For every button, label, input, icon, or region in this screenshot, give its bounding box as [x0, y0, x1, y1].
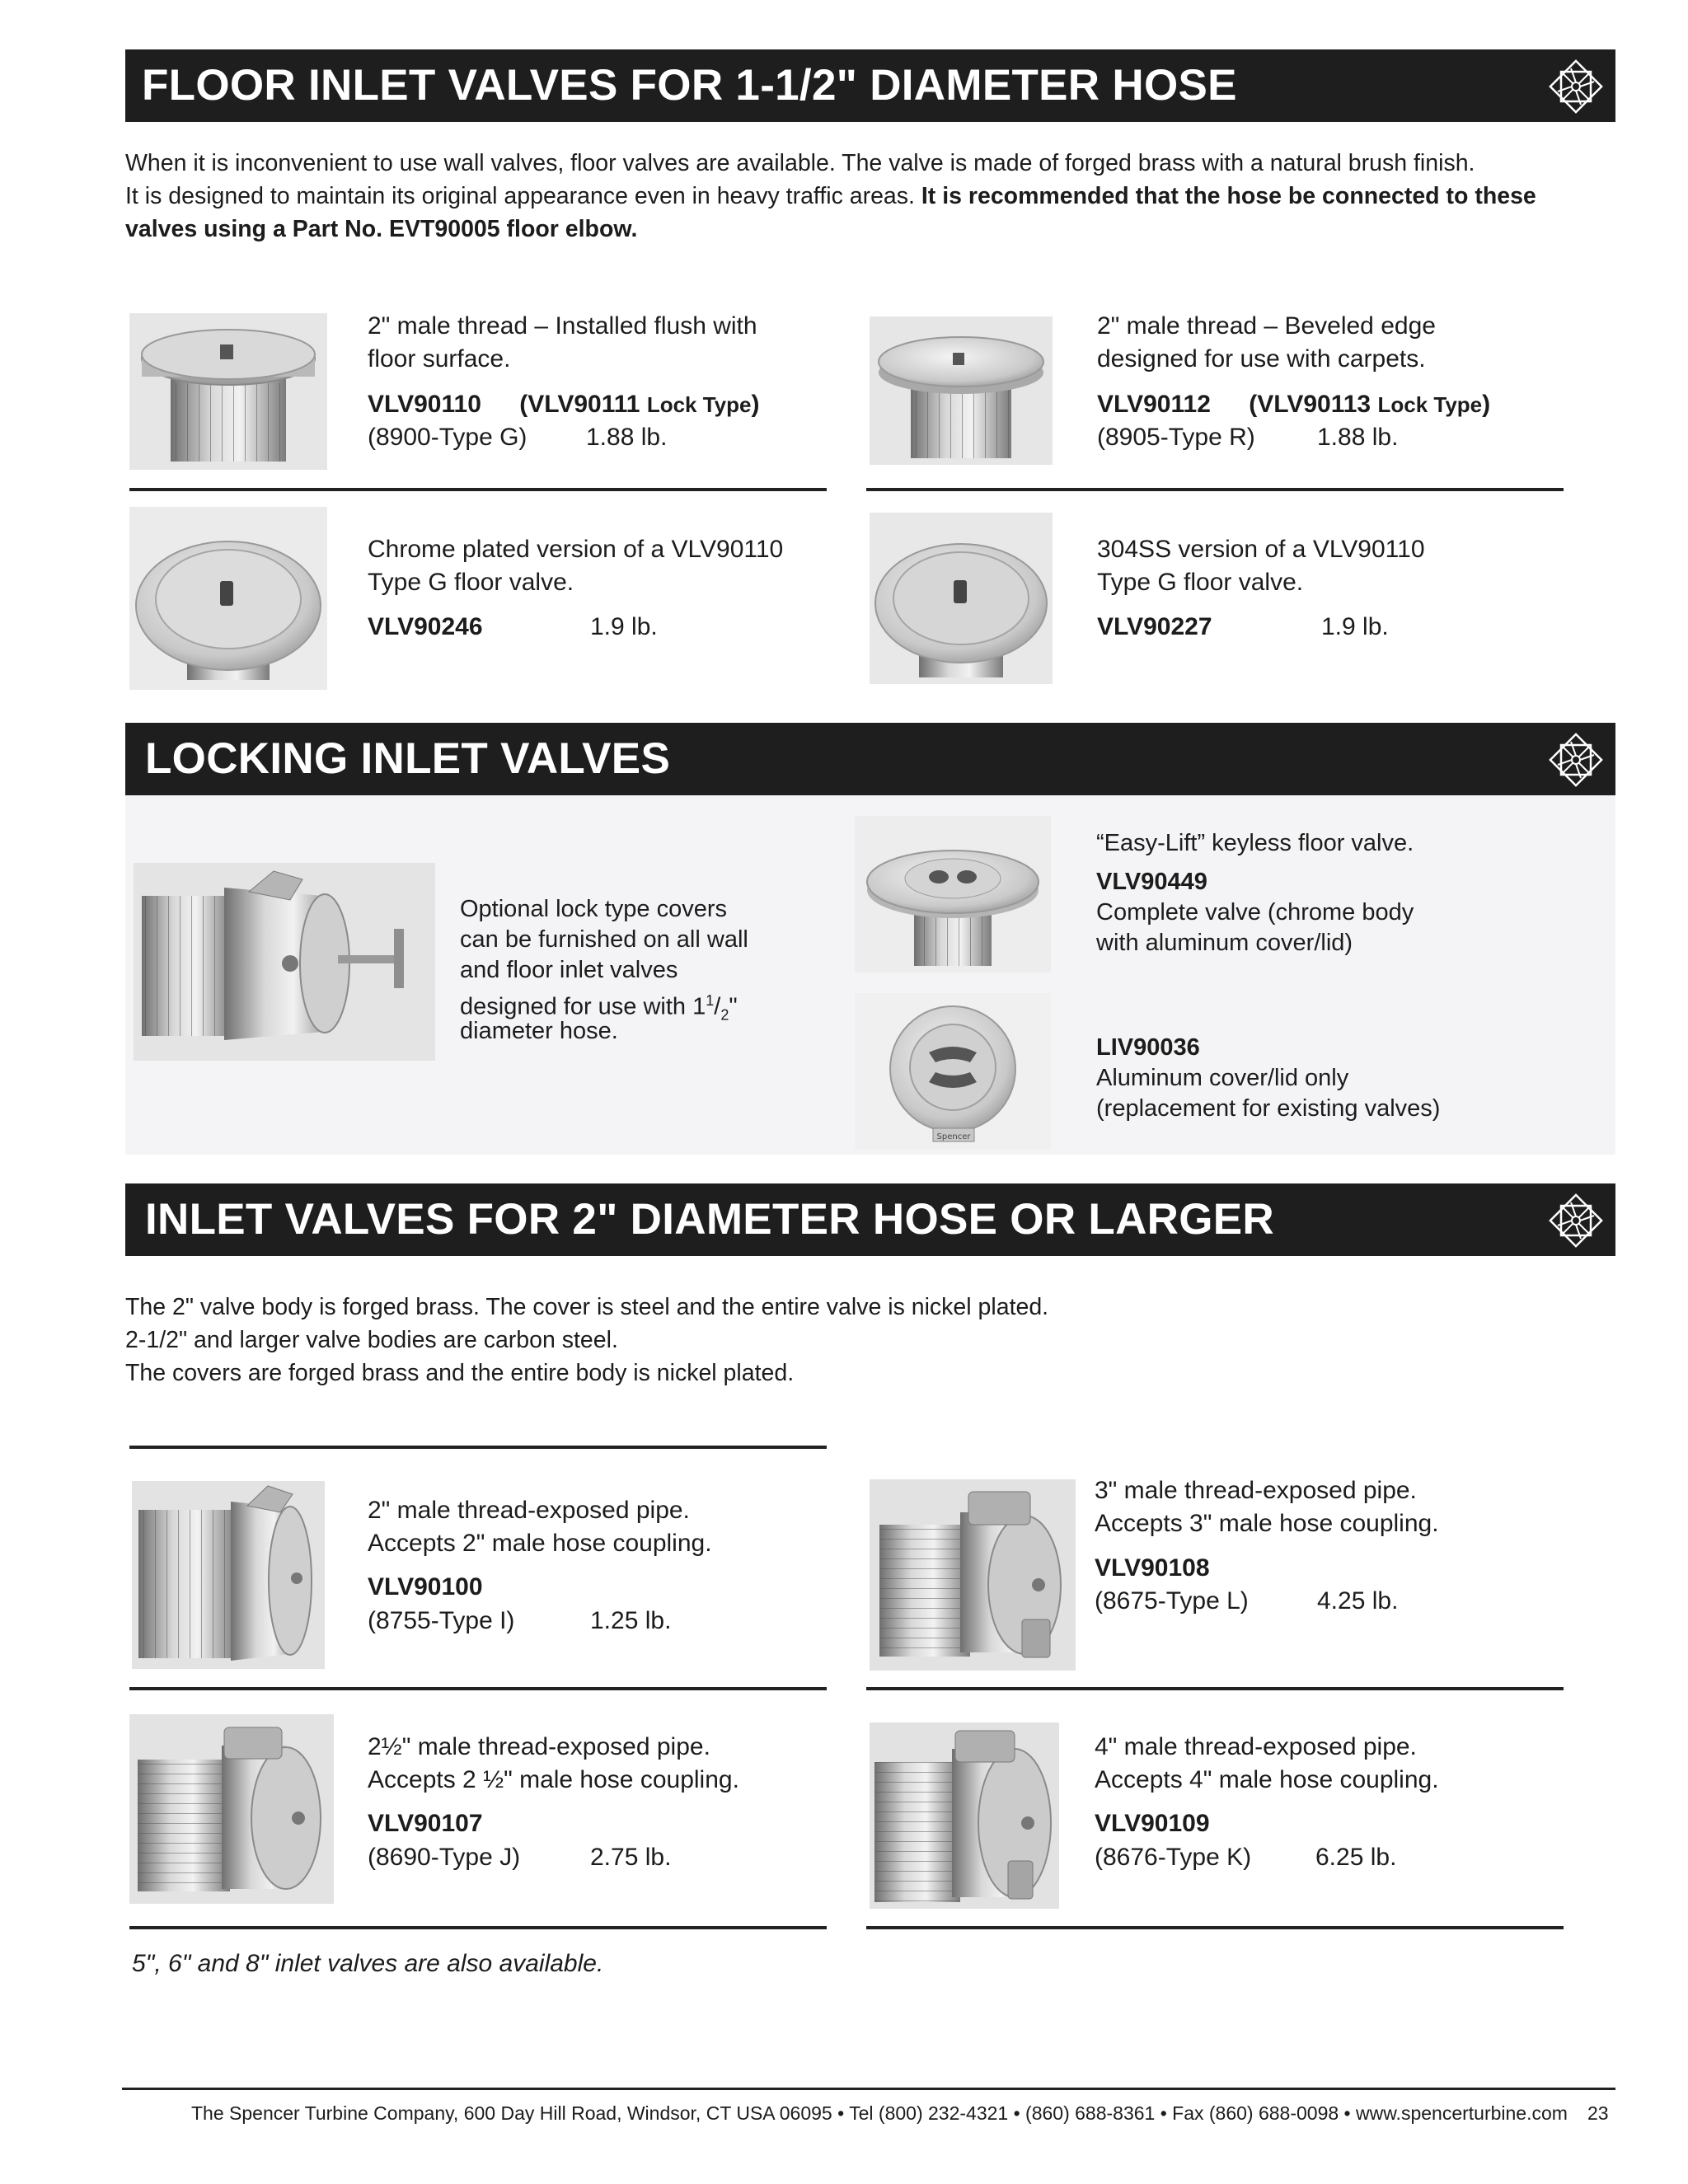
footer-contact: The Spencer Turbine Company, 600 Day Hill Road, Windsor, CT USA 06095 • Tel (800) 232-4321 • (860) 688-8361 • Fax (860) 688-0098 • www.spencerturbine.com — [191, 2102, 1568, 2124]
divider — [129, 1926, 827, 1929]
lock-description: diameter hose. — [460, 1018, 618, 1044]
cover-description: Aluminum cover/lid only — [1096, 1065, 1349, 1091]
fraction-numerator: 1 — [706, 992, 715, 1009]
part-number: VLV90108 — [1095, 1554, 1210, 1582]
product-type: (8675-Type L) — [1095, 1587, 1249, 1615]
product-weight: 2.75 lb. — [590, 1844, 672, 1871]
lock-paren: ) — [751, 391, 760, 418]
spencer-label: Spencer — [936, 1132, 971, 1141]
product-description: designed for use with carpets. — [1097, 345, 1426, 373]
lock-part-number: (VLV90113 — [1249, 391, 1372, 418]
product-photo-vlv90246 — [129, 507, 327, 690]
product-photo-vlv90112 — [870, 316, 1053, 465]
section-banner-locking — [125, 723, 1615, 795]
divider — [129, 1687, 827, 1690]
cover-description: (replacement for existing valves) — [1096, 1095, 1441, 1122]
intro-line: The 2" valve body is forged brass. The cover is steel and the entire valve is nickel plated. — [125, 1294, 1049, 1320]
part-number: VLV90100 — [368, 1573, 483, 1601]
lock-type-label: Lock Type — [646, 392, 752, 417]
part-number: VLV90109 — [1095, 1810, 1210, 1837]
product-description: Accepts 3" male hose coupling. — [1095, 1510, 1439, 1537]
intro-bold-line: valves using a Part No. EVT90005 floor elbow. — [125, 216, 638, 242]
footer-rule — [122, 2088, 1615, 2090]
product-description: 4" male thread-exposed pipe. — [1095, 1733, 1417, 1760]
part-number: VLV90112 — [1097, 391, 1211, 418]
intro-bold-text: It is recommended that the hose be connected to these — [921, 183, 1536, 209]
product-photo-vlv90109 — [870, 1722, 1059, 1909]
product-weight: 4.25 lb. — [1317, 1587, 1399, 1615]
section-title: FLOOR INLET VALVES FOR 1-1/2" DIAMETER HOSE — [142, 61, 1237, 110]
lock-description: Optional lock type covers — [460, 896, 727, 922]
product-photo-vlv90227 — [870, 513, 1053, 684]
lock-type-label: Lock Type — [1377, 392, 1483, 417]
product-description: Accepts 4" male hose coupling. — [1095, 1766, 1439, 1793]
page-number: 23 — [1587, 2102, 1609, 2124]
intro-line: When it is inconvenient to use wall valves, floor valves are available. The valve is made of forged brass with a natural brush finish. — [125, 150, 1475, 176]
section-banner-floor-inlet — [125, 49, 1615, 122]
product-type: (8690-Type J) — [368, 1844, 521, 1871]
part-number-line — [1097, 388, 1490, 421]
product-type: (8905-Type R) — [1097, 424, 1255, 451]
part-number: LIV90036 — [1096, 1034, 1200, 1061]
section-banner-large-hose — [125, 1183, 1615, 1256]
product-weight: 1.9 lb. — [1321, 613, 1389, 640]
lock-paren: ) — [1482, 391, 1491, 418]
part-number: VLV90246 — [368, 613, 483, 640]
product-weight: 1.9 lb. — [590, 613, 658, 640]
product-photo-vlv90108 — [870, 1479, 1076, 1671]
spencer-turbine-logo-icon — [1546, 1191, 1606, 1250]
divider — [866, 1687, 1564, 1690]
easy-lift-description: with aluminum cover/lid) — [1096, 930, 1353, 956]
part-number-line — [368, 388, 759, 421]
product-description: 2½" male thread-exposed pipe. — [368, 1733, 710, 1760]
product-weight: 1.88 lb. — [1317, 424, 1399, 451]
availability-note: 5", 6" and 8" inlet valves are also available. — [132, 1950, 604, 1977]
product-weight: 1.25 lb. — [590, 1607, 672, 1634]
product-type: (8755-Type I) — [368, 1607, 515, 1634]
product-photo-vlv90110 — [129, 313, 327, 470]
intro-line: 2-1/2" and larger valve bodies are carbon steel. — [125, 1327, 618, 1353]
product-description: 304SS version of a VLV90110 — [1097, 536, 1425, 563]
product-description: floor surface. — [368, 345, 511, 373]
product-description: 2" male thread – Beveled edge — [1097, 312, 1436, 340]
part-number: VLV90107 — [368, 1810, 483, 1837]
easy-lift-description: Complete valve (chrome body — [1096, 899, 1414, 926]
inch-mark: " — [729, 993, 738, 1020]
product-description: 3" male thread-exposed pipe. — [1095, 1477, 1417, 1504]
divider — [129, 488, 827, 491]
product-weight: 6.25 lb. — [1315, 1844, 1397, 1871]
fraction-denominator: 2 — [720, 1006, 729, 1024]
easy-lift-valve-photo — [855, 816, 1051, 972]
product-description: Type G floor valve. — [368, 569, 574, 596]
lock-part-number: (VLV90111 — [519, 391, 640, 418]
part-number: VLV90227 — [1097, 613, 1212, 640]
product-description: Chrome plated version of a VLV90110 — [368, 536, 784, 563]
lock-cover-photo — [134, 863, 435, 1061]
product-weight: 1.88 lb. — [586, 424, 668, 451]
divider — [866, 1926, 1564, 1929]
divider — [866, 488, 1564, 491]
divider — [129, 1446, 827, 1449]
product-type: (8900-Type G) — [368, 424, 528, 451]
fraction-slash: / — [714, 993, 721, 1020]
product-description: 2" male thread-exposed pipe. — [368, 1497, 690, 1524]
section-title: INLET VALVES FOR 2" DIAMETER HOSE OR LARGER — [145, 1195, 1274, 1244]
intro-line: The covers are forged brass and the entire body is nickel plated. — [125, 1360, 795, 1386]
product-description: Type G floor valve. — [1097, 569, 1304, 596]
easy-lift-title: “Easy-Lift” keyless floor valve. — [1096, 830, 1414, 856]
lock-description: can be furnished on all wall — [460, 926, 748, 953]
part-number: VLV90449 — [1096, 869, 1207, 895]
product-description: Accepts 2 ½" male hose coupling. — [368, 1766, 739, 1793]
product-description: Accepts 2" male hose coupling. — [368, 1530, 712, 1557]
intro-text: It is designed to maintain its original appearance even in heavy traffic areas. — [125, 183, 915, 209]
aluminum-cover-photo — [855, 993, 1051, 1150]
product-photo-vlv90100 — [132, 1481, 325, 1669]
section-title: LOCKING INLET VALVES — [145, 734, 671, 783]
part-number: VLV90110 — [368, 391, 481, 418]
product-type: (8676-Type K) — [1095, 1844, 1252, 1871]
spencer-turbine-logo-icon — [1546, 730, 1606, 790]
lock-description: and floor inlet valves — [460, 957, 678, 983]
product-description: 2" male thread – Installed flush with — [368, 312, 757, 340]
lock-description-text: designed for use with 1 — [460, 993, 706, 1020]
intro-line — [125, 180, 1536, 213]
spencer-turbine-logo-icon — [1546, 57, 1606, 116]
product-photo-vlv90107 — [129, 1714, 334, 1904]
